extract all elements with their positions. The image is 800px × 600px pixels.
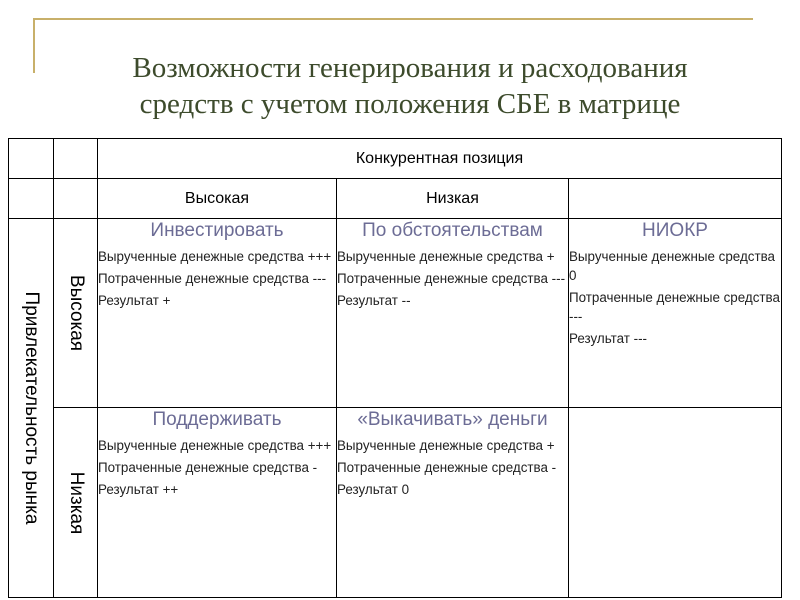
generated-cash: Вырученные денежные средства 0 (569, 249, 775, 283)
cell-title: По обстоятельствам (362, 220, 543, 241)
spent-cash: Потраченные денежные средства - (337, 460, 557, 475)
cell-title: Поддерживать (152, 409, 282, 430)
decorative-left-line (33, 18, 35, 73)
cell-harvest (337, 408, 569, 598)
header-row-1 (9, 139, 782, 179)
slide-title (60, 50, 760, 122)
market-attractiveness-header (9, 219, 54, 598)
cell-title: Инвестировать (150, 220, 284, 241)
cell-empty (569, 408, 782, 598)
spent-cash: Потраченные денежные средства --- (337, 271, 566, 286)
result: Результат --- (569, 331, 647, 346)
spent-cash: Потраченные денежные средства --- (98, 271, 327, 286)
row-high-attractiveness (9, 219, 782, 408)
generated-cash: Вырученные денежные средства + (337, 438, 555, 453)
column-header-empty (569, 179, 782, 219)
column-header-low: Низкая (337, 179, 569, 219)
result: Результат ++ (98, 482, 179, 497)
row-header-low (54, 408, 98, 598)
corner-cell-3 (9, 179, 54, 219)
row-header-high-label: Высокая (65, 274, 87, 352)
row-low-attractiveness (9, 408, 782, 598)
generated-cash: Вырученные денежные средства + (337, 249, 555, 264)
header-row-2 (9, 179, 782, 219)
cell-title: «Выкачивать» деньги (357, 409, 548, 430)
corner-cell-2 (54, 139, 98, 179)
title-line-2: средств с учетом положения СБЕ в матрице (139, 88, 681, 120)
result: Результат -- (337, 293, 411, 308)
generated-cash: Вырученные денежные средства +++ (98, 438, 332, 453)
decorative-top-line (33, 18, 753, 20)
column-header-high: Высокая (98, 179, 337, 219)
bcg-matrix-table (8, 138, 782, 598)
market-attractiveness-label: Привлекательность рынка (21, 291, 42, 524)
spent-cash: Потраченные денежные средства - (98, 460, 318, 475)
row-header-low-label: Низкая (65, 471, 87, 534)
row-header-high (54, 219, 98, 408)
cell-invest (98, 219, 337, 408)
corner-cell-4 (54, 179, 98, 219)
generated-cash: Вырученные денежные средства +++ (98, 249, 332, 264)
result: Результат 0 (337, 482, 410, 497)
competitive-position-header: Конкурентная позиция (98, 139, 782, 179)
spent-cash: Потраченные денежные средства --- (569, 290, 780, 324)
result: Результат + (98, 293, 171, 308)
corner-cell-1 (9, 139, 54, 179)
cell-title: НИОКР (642, 220, 708, 241)
cell-maintain (98, 408, 337, 598)
title-line-1: Возможности генерирования и расходования (132, 52, 688, 84)
cell-depends (337, 219, 569, 408)
cell-rnd (569, 219, 782, 408)
